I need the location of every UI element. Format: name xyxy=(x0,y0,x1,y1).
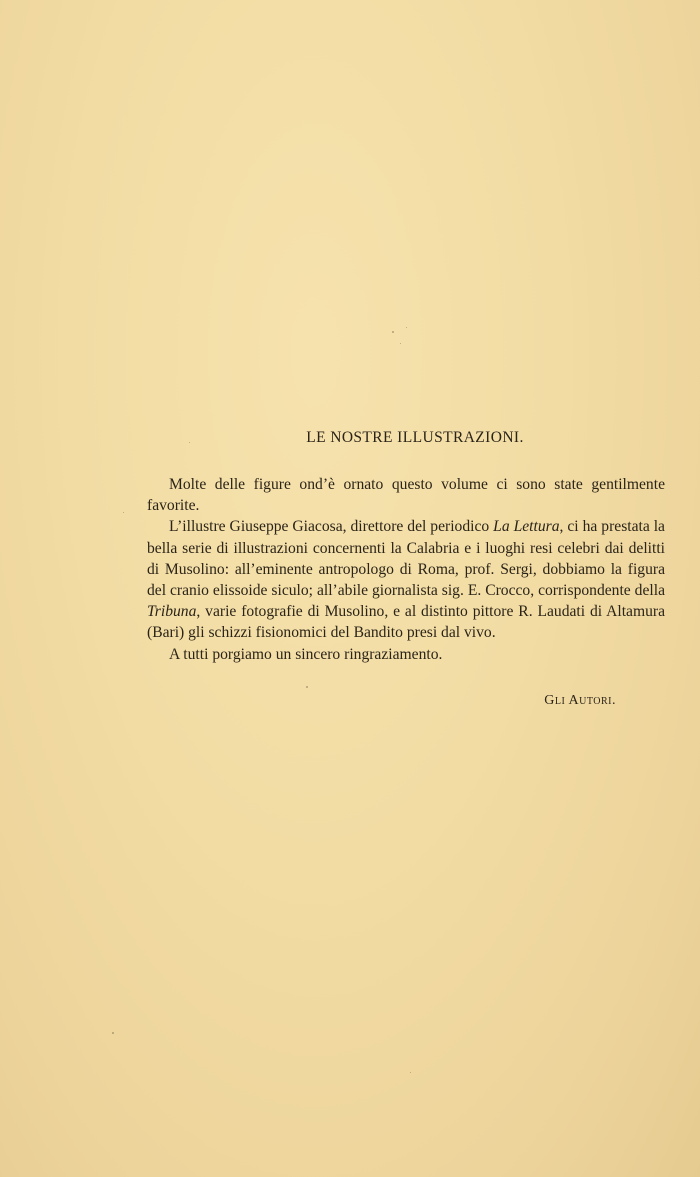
paper-speck xyxy=(406,327,407,328)
paper-speck xyxy=(392,331,394,333)
paper-speck xyxy=(410,1072,411,1073)
paper-speck xyxy=(400,343,401,344)
paragraph xyxy=(147,516,665,643)
text-segment: A tutti porgiamo un sincero ringraziamento. xyxy=(169,645,443,663)
paper-speck xyxy=(112,1032,114,1034)
italic-title: La Lettura xyxy=(493,518,560,536)
body-text xyxy=(147,474,665,665)
section-heading: LE NOSTRE ILLUSTRAZIONI. xyxy=(306,429,524,446)
paragraph xyxy=(147,474,665,516)
text-segment: , ci ha prestata la bella serie di illustrazioni concernenti la Calabria e i luoghi resi celebri dai delitti di Musolino: all’eminente antropologo di Roma, prof. Sergi, dobbiamo la figura del cranio elissoide siculo; all’abile giornalista sig. E. Crocco, corrispondente della xyxy=(147,518,665,600)
signature: Gli Autori. xyxy=(544,693,616,708)
paper-speck xyxy=(123,512,124,513)
text-segment: , varie fotografie di Musolino, e al distinto pittore R. Laudati di Altamura (Bari) gli schizzi fisionomici del Bandito presi dal vivo. xyxy=(147,603,665,642)
paper-speck xyxy=(306,686,308,688)
text-segment: L’illustre Giuseppe Giacosa, direttore del periodico xyxy=(169,518,494,536)
text-segment: Molte delle figure ond’è ornato questo volume ci sono state gentilmente favorite. xyxy=(147,476,665,515)
italic-title: Tribuna xyxy=(147,603,197,621)
paragraph xyxy=(147,644,665,665)
